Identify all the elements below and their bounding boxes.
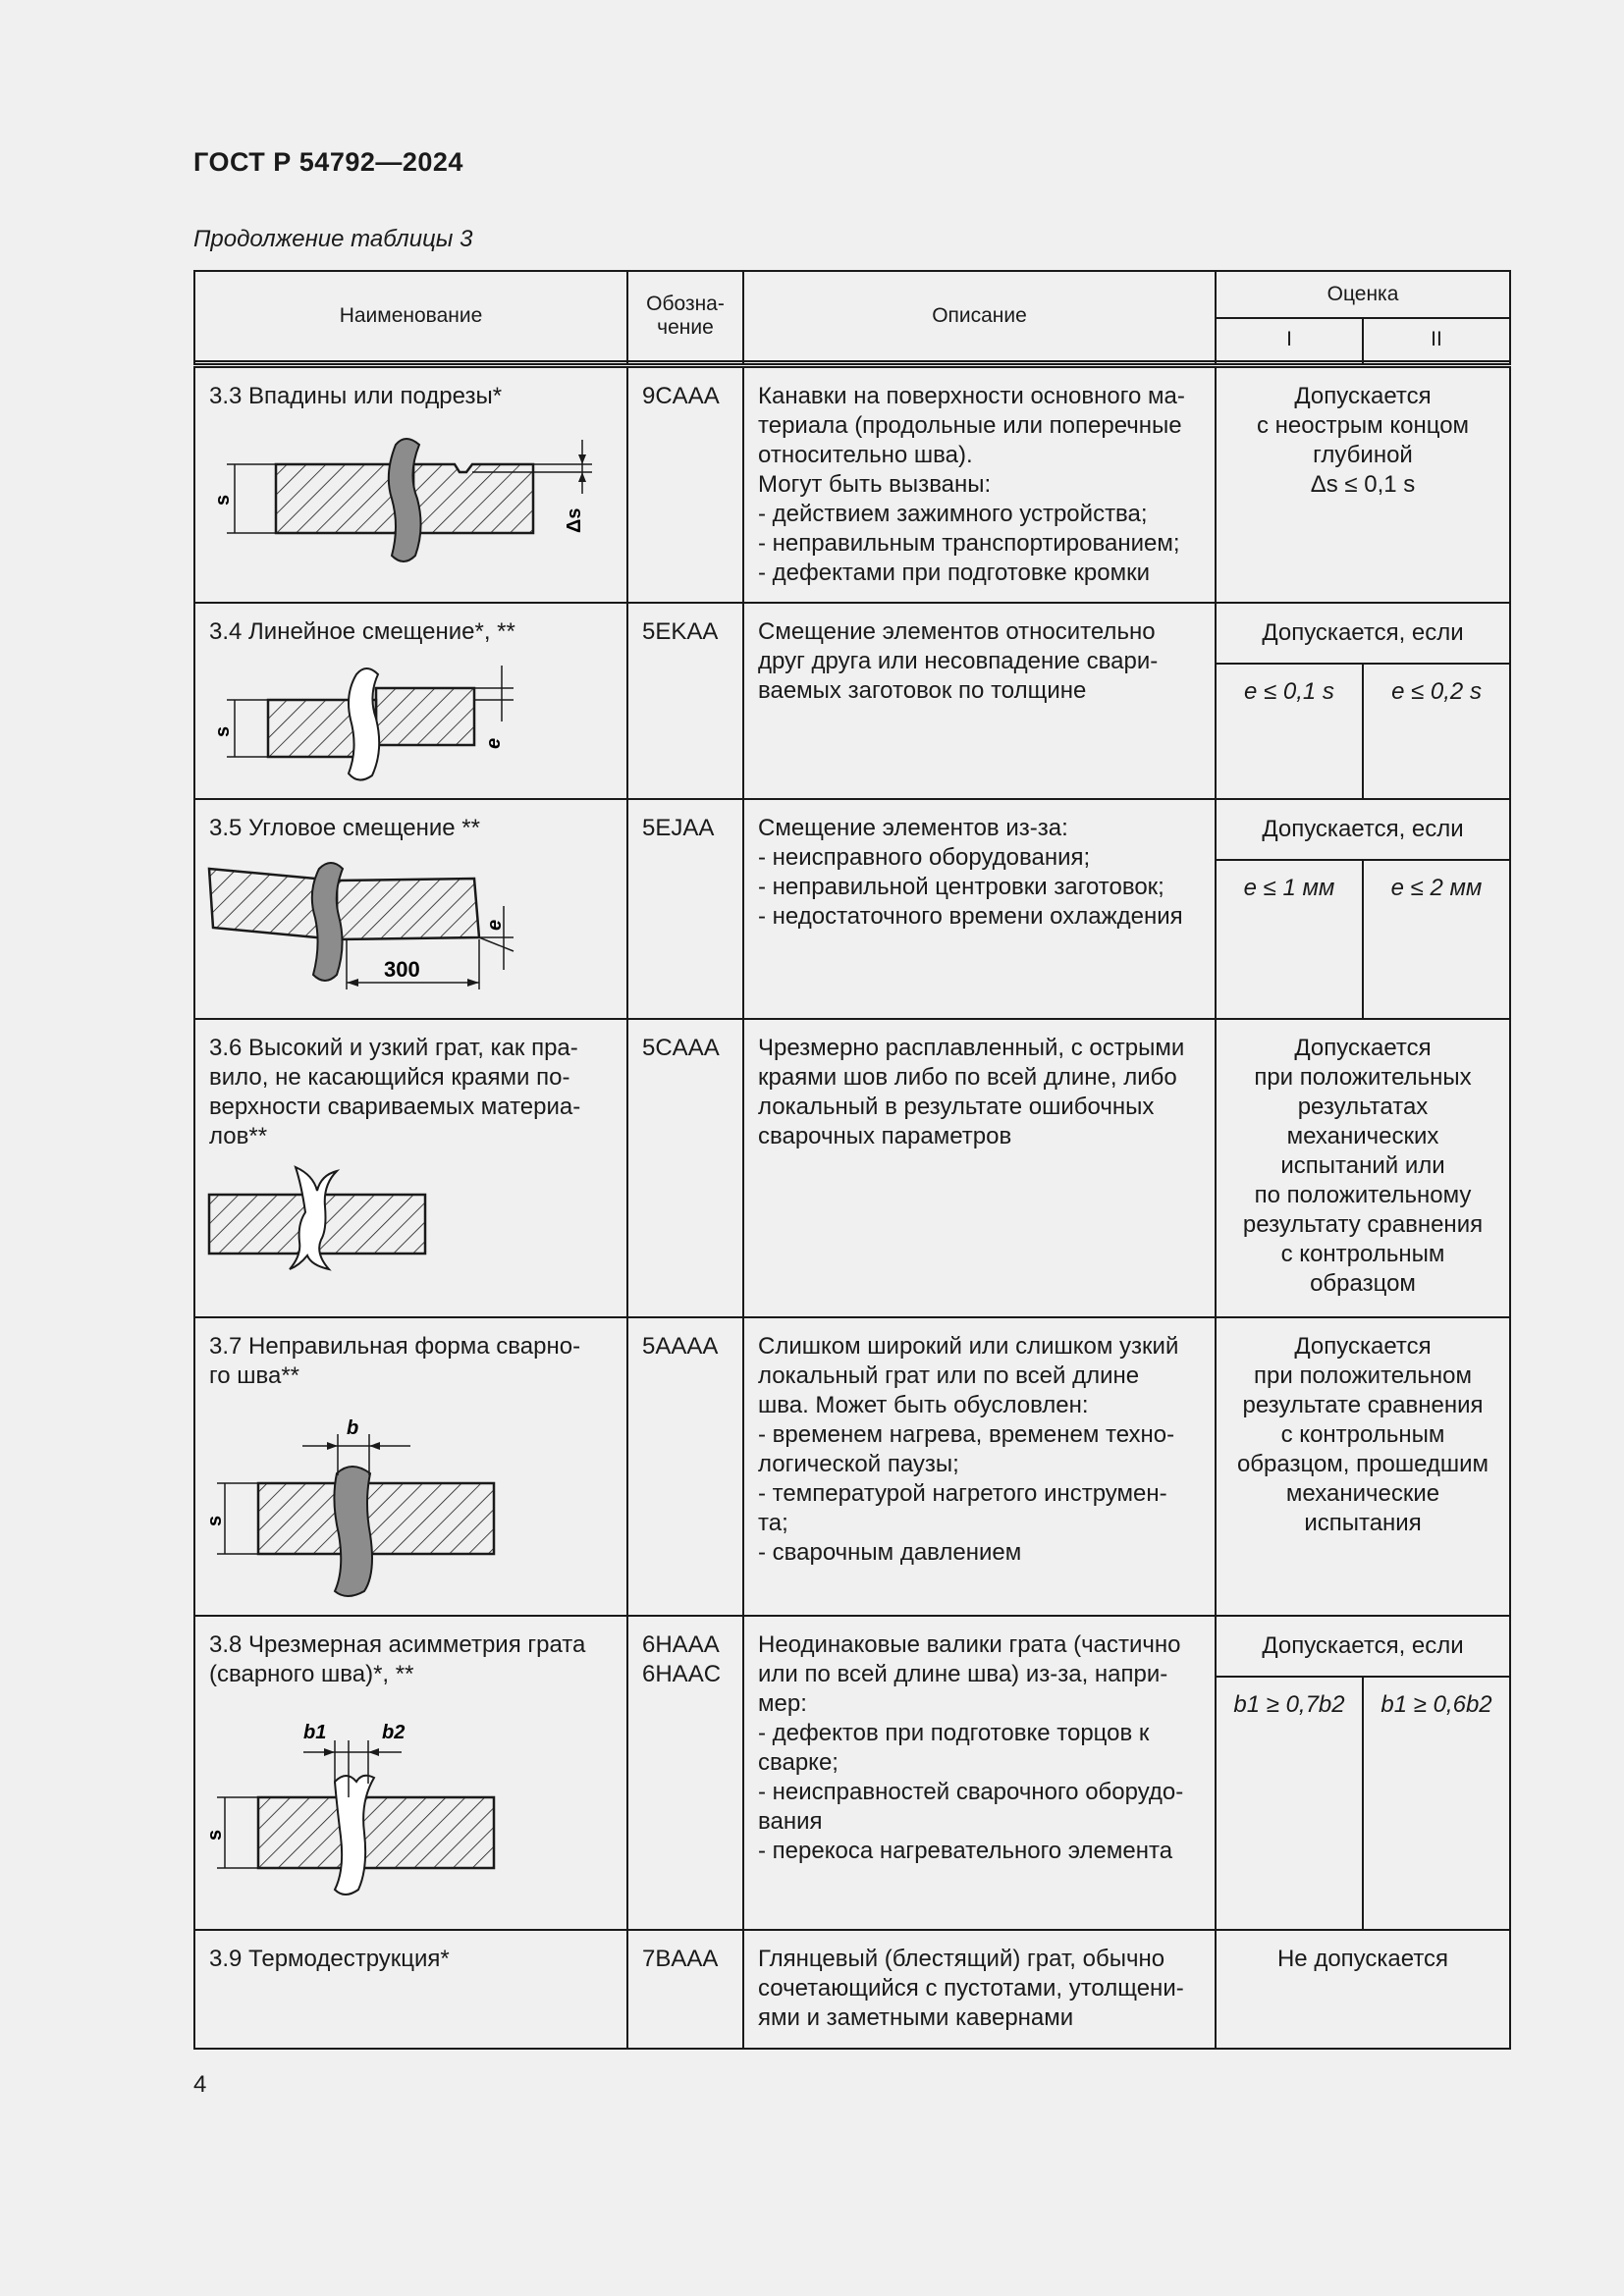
- eval-line: при положительном: [1254, 1362, 1472, 1389]
- row-desc: [743, 1019, 1216, 1317]
- desc-line: Чрезмерно расплавленный, с острыми: [758, 1034, 1185, 1061]
- desc-line: мер:: [758, 1689, 807, 1717]
- row-desc: [743, 799, 1216, 1019]
- row-code: 5CAAA: [627, 1019, 743, 1317]
- desc-line: локальный грат или по всей длине: [758, 1362, 1140, 1389]
- row-eval-1: b1 ≥ 0,7b2: [1216, 1677, 1363, 1930]
- row-name: го шва**: [209, 1362, 300, 1389]
- desc-line: - температурой нагретого инструмен-: [758, 1479, 1167, 1507]
- col-header-eval-2: II: [1363, 318, 1510, 361]
- eval-line: Допускается: [1294, 1332, 1432, 1360]
- desc-line: сварочных параметров: [758, 1122, 1012, 1149]
- row-name: 3.3 Впадины или подрезы*: [209, 383, 503, 409]
- eval-line: с неострым концом: [1256, 412, 1470, 439]
- desc-line: - дефектов при подготовке торцов к: [758, 1719, 1150, 1746]
- row-name: 3.5 Угловое смещение **: [209, 814, 480, 841]
- desc-line: - временем нагрева, временем техно-: [758, 1420, 1175, 1448]
- page-number: 4: [193, 2071, 207, 2098]
- eval-line: с контрольным: [1280, 1240, 1445, 1267]
- desc-line: вания: [758, 1807, 823, 1835]
- row-eval: Не допускается: [1216, 1930, 1510, 2049]
- eval-line: механических: [1286, 1122, 1439, 1149]
- desc-line: краями шов либо по всей длине, либо: [758, 1063, 1177, 1091]
- col-header-code-line1: Обозна-: [646, 293, 725, 315]
- angular-offset-figure: [209, 857, 612, 1004]
- row-name: 3.7 Неправильная форма сварно-: [209, 1332, 581, 1360]
- table-row: [194, 1317, 1510, 1616]
- row-name: верхности свариваемых материа-: [209, 1093, 581, 1120]
- row-eval-1: e ≤ 1 мм: [1216, 860, 1363, 1019]
- desc-line: Слишком широкий или слишком узкий: [758, 1332, 1179, 1360]
- eval-line: результату сравнения: [1242, 1210, 1484, 1238]
- eval-line: механические: [1285, 1479, 1440, 1507]
- row-eval: [1216, 1019, 1510, 1317]
- desc-line: сочетающийся с пустотами, утолщени-: [758, 1974, 1184, 2002]
- desc-line: друг друга или несовпадение свари-: [758, 647, 1159, 674]
- row-eval: [1216, 1317, 1510, 1616]
- desc-line: - действием зажимного устройства;: [758, 501, 1148, 527]
- row-eval-head: Допускается, если: [1216, 799, 1510, 860]
- desc-line: - перекоса нагревательного элемента: [758, 1837, 1173, 1864]
- desc-line: шва. Может быть обусловлен:: [758, 1391, 1089, 1418]
- row-code-1: 6HAAA: [642, 1630, 720, 1658]
- document-header: ГОСТ Р 54792—2024: [193, 147, 463, 177]
- desc-line: ями и заметными кавернами: [758, 2003, 1074, 2031]
- row-name: вило, не касающийся краями по-: [209, 1063, 570, 1091]
- desc-line: или по всей длине шва) из-за, напри-: [758, 1660, 1168, 1687]
- table-row: [194, 1019, 1510, 1317]
- fig-label-s: s: [204, 1829, 226, 1841]
- table-row: [194, 799, 1510, 860]
- row-eval-2: e ≤ 2 мм: [1363, 860, 1510, 1019]
- eval-line: результатах: [1297, 1093, 1429, 1120]
- linear-offset-figure: [209, 661, 612, 778]
- row-name: лов**: [209, 1122, 268, 1149]
- row-eval-2: e ≤ 0,2 s: [1363, 664, 1510, 799]
- fig-label-e: e: [484, 919, 506, 931]
- row-eval-1: e ≤ 0,1 s: [1216, 664, 1363, 799]
- eval-line: испытаний или: [1280, 1151, 1445, 1179]
- desc-line: - дефектами при подготовке кромки: [758, 560, 1151, 586]
- row-code-2: 6HAAC: [642, 1660, 722, 1687]
- eval-line: образцом: [1310, 1269, 1416, 1297]
- row-name: 3.6 Высокий и узкий грат, как пра-: [209, 1034, 578, 1061]
- row-eval-2: b1 ≥ 0,6b2: [1363, 1677, 1510, 1930]
- fig-label-300: 300: [384, 956, 420, 982]
- col-header-code: [627, 271, 743, 361]
- eval-line: при положительных: [1254, 1063, 1472, 1091]
- fig-label-s: s: [212, 725, 234, 737]
- eval-line: Допускается: [1294, 383, 1432, 409]
- table-continuation-caption: Продолжение таблицы 3: [193, 226, 473, 252]
- flash-asymmetry-figure: [204, 1703, 612, 1899]
- eval-line: образцом, прошедшим: [1236, 1450, 1489, 1477]
- fig-label-b1: b1: [303, 1721, 327, 1743]
- fig-label-e: e: [483, 737, 505, 749]
- col-header-desc: Описание: [743, 271, 1216, 361]
- row-desc: [743, 1930, 1216, 2049]
- desc-line: Смещение элементов из-за:: [758, 814, 1068, 841]
- desc-line: локальный в результате ошибочных: [758, 1093, 1155, 1120]
- desc-line: Глянцевый (блестящий) грат, обычно: [758, 1945, 1165, 1972]
- row-code: 9CAAA: [627, 366, 743, 603]
- desc-line: сварке;: [758, 1748, 839, 1776]
- eval-line: результате сравнения: [1242, 1391, 1484, 1418]
- desc-line: - сварочным давлением: [758, 1538, 1022, 1566]
- col-header-code-line2: чение: [657, 316, 714, 339]
- undercut-figure: [209, 425, 612, 572]
- row-eval-head: Допускается, если: [1216, 603, 1510, 664]
- desc-line: Могут быть вызваны:: [758, 471, 992, 498]
- col-header-eval: Оценка: [1216, 271, 1510, 318]
- row-name: (сварного шва)*, **: [209, 1660, 414, 1687]
- row-eval: [1216, 366, 1510, 603]
- desc-line: Канавки на поверхности основного ма-: [758, 383, 1185, 409]
- eval-line: глубиной: [1313, 442, 1413, 468]
- fig-label-b: b: [347, 1416, 359, 1439]
- row-code: 7BAAA: [627, 1930, 743, 2049]
- row-desc: [743, 366, 1216, 603]
- col-header-eval-1: I: [1216, 318, 1363, 361]
- row-eval-head: Допускается, если: [1216, 1616, 1510, 1677]
- desc-line: относительно шва).: [758, 442, 973, 468]
- desc-line: - неисправностей сварочного оборудо-: [758, 1778, 1184, 1805]
- high-narrow-flash-figure: [209, 1165, 612, 1275]
- desc-line: Неодинаковые валики грата (частично: [758, 1630, 1181, 1658]
- table-row: [194, 1930, 1510, 2049]
- defects-table: [193, 270, 1511, 2050]
- desc-line: логической паузы;: [758, 1450, 959, 1477]
- fig-label-delta-s: Δs: [564, 507, 585, 533]
- desc-line: та;: [758, 1509, 788, 1536]
- desc-line: - неправильной центровки заготовок;: [758, 873, 1164, 900]
- row-code: 5AAAA: [627, 1317, 743, 1616]
- desc-line: ваемых заготовок по толщине: [758, 676, 1087, 704]
- fig-label-b2: b2: [382, 1721, 406, 1743]
- desc-line: териала (продольные или поперечные: [758, 412, 1182, 439]
- desc-line: - неисправного оборудования;: [758, 843, 1091, 871]
- col-header-name: Наименование: [194, 271, 627, 361]
- table-row: [194, 1616, 1510, 1677]
- desc-line: Смещение элементов относительно: [758, 617, 1156, 645]
- table-row: [194, 366, 1510, 603]
- row-desc: [743, 1616, 1216, 1930]
- row-name: 3.8 Чрезмерная асимметрия грата: [209, 1630, 586, 1658]
- row-desc: [743, 1317, 1216, 1616]
- fig-label-s: s: [204, 1515, 226, 1526]
- eval-line: Допускается: [1294, 1034, 1432, 1061]
- desc-line: - неправильным транспортированием;: [758, 530, 1180, 557]
- eval-line: с контрольным: [1280, 1420, 1445, 1448]
- row-name: 3.4 Линейное смещение*, **: [209, 617, 515, 645]
- row-code: [627, 1616, 743, 1930]
- irregular-weld-shape-figure: [204, 1405, 612, 1593]
- fig-label-s: s: [212, 494, 234, 506]
- desc-line: - недостаточного времени охлаждения: [758, 902, 1183, 930]
- table-row: [194, 603, 1510, 664]
- eval-line: испытания: [1304, 1509, 1422, 1536]
- eval-line: Δs ≤ 0,1 s: [1310, 471, 1416, 498]
- row-code: 5EKAA: [627, 603, 743, 799]
- row-code: 5EJAA: [627, 799, 743, 1019]
- row-name: 3.9 Термодеструкция*: [194, 1930, 627, 2049]
- eval-line: по положительному: [1254, 1181, 1472, 1208]
- row-desc: [743, 603, 1216, 799]
